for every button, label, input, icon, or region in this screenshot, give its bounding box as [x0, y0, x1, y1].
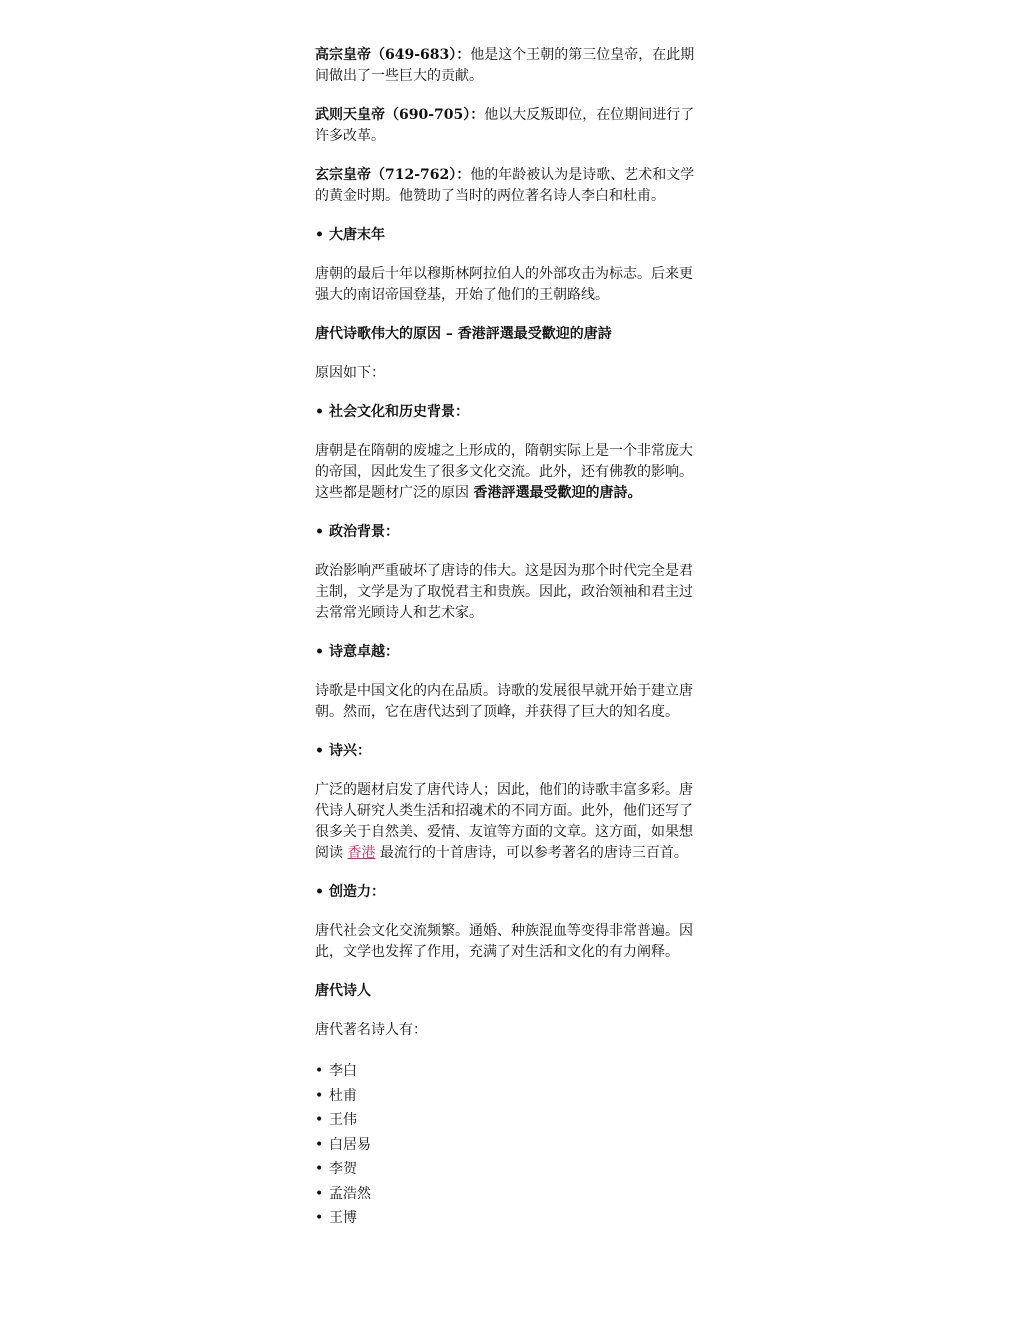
reason-paragraph: 唐代社会文化交流频繁。通婚、种族混血等变得非常普遍。因此，文学也发挥了作用，充满了对生活和文化的有力阐释。: [315, 923, 693, 960]
poet-list-item: • 李白: [315, 1059, 705, 1084]
reason-heading: • 政治背景：: [315, 522, 705, 543]
section-bullet-list: [315, 741, 705, 762]
poet-list-item: • 王博: [315, 1206, 705, 1231]
emperor-description: 他是这个王朝的第三位皇帝，在此期间做出了一些巨大的贡献。: [315, 47, 695, 84]
section-bullet-list: [315, 522, 705, 543]
poets-list: [315, 1059, 705, 1231]
late-tang-paragraph: 唐朝的最后十年以穆斯林阿拉伯人的外部攻击为标志。后来更强大的南诏帝国登基，开始了他们的王朝路线。: [315, 266, 693, 303]
section-bullet-list: [315, 642, 705, 663]
emperor-paragraph: [315, 45, 705, 87]
reason-paragraph: 政治影响严重破坏了唐诗的伟大。这是因为那个时代完全是君主制，文学是为了取悦君主和贵族。因此，政治领袖和君主过去常常光顾诗人和艺术家。: [315, 563, 693, 621]
reason-text: 广泛的题材启发了唐代诗人；因此，他们的诗歌丰富多彩。唐代诗人研究人类生活和招魂术的不同方面。此外，他们还写了很多关于自然美、爱情、友谊等方面的文章。这方面，如果想阅读: [315, 782, 693, 861]
emperor-name: 玄宗皇帝（712-762）：: [315, 167, 471, 183]
emperor-description: 他以大反叛即位，在位期间进行了许多改革。: [315, 107, 695, 144]
section-bullet-heading: • 大唐末年: [315, 225, 705, 246]
reason-paragraph: 诗歌是中国文化的内在品质。诗歌的发展很早就开始于建立唐朝。然而，它在唐代达到了顶峰，并获得了巨大的知名度。: [315, 683, 693, 720]
reason-text: 唐朝是在隋朝的废墟之上形成的，隋朝实际上是一个非常庞大的帝国，因此发生了很多文化交流。此外，还有佛教的影响。这些都是题材广泛的原因: [315, 443, 693, 501]
emperor-name: 武则天皇帝（690-705）：: [315, 107, 485, 123]
reason-heading: • 诗兴：: [315, 741, 705, 762]
reason-text: 最流行的十首唐诗，可以参考著名的唐诗三百首。: [375, 845, 688, 861]
reason-paragraph: [315, 780, 705, 864]
poets-intro: 唐代著名诗人有：: [315, 1022, 427, 1038]
reason-heading: • 社会文化和历史背景：: [315, 402, 705, 423]
reason-heading: • 创造力：: [315, 882, 705, 903]
emperor-paragraph: [315, 105, 705, 147]
hong-kong-link[interactable]: 香港: [347, 845, 376, 861]
section-bullet-list: [315, 882, 705, 903]
emperor-description: 他的年龄被认为是诗歌、艺术和文学的黄金时期。他赞助了当时的两位著名诗人李白和杜甫。: [315, 167, 695, 204]
section-bullet-list: [315, 225, 705, 246]
poet-list-item: • 王伟: [315, 1108, 705, 1133]
poets-section-title: 唐代诗人: [315, 983, 371, 999]
reason-bold-text: 香港評選最受歡迎的唐詩。: [473, 485, 642, 501]
reason-heading: • 诗意卓越：: [315, 642, 705, 663]
emperor-paragraph: [315, 165, 705, 207]
poet-list-item: • 李贺: [315, 1157, 705, 1182]
poet-list-item: • 杜甫: [315, 1084, 705, 1109]
article-body: [315, 45, 705, 1249]
reasons-section-title: 唐代诗歌伟大的原因 – 香港評選最受歡迎的唐詩: [315, 326, 612, 342]
poet-list-item: • 白居易: [315, 1133, 705, 1158]
section-bullet-list: [315, 402, 705, 423]
reasons-intro: 原因如下：: [315, 365, 385, 381]
poet-list-item: • 孟浩然: [315, 1182, 705, 1207]
reason-paragraph: [315, 441, 705, 504]
emperor-name: 高宗皇帝（649-683）：: [315, 47, 471, 63]
